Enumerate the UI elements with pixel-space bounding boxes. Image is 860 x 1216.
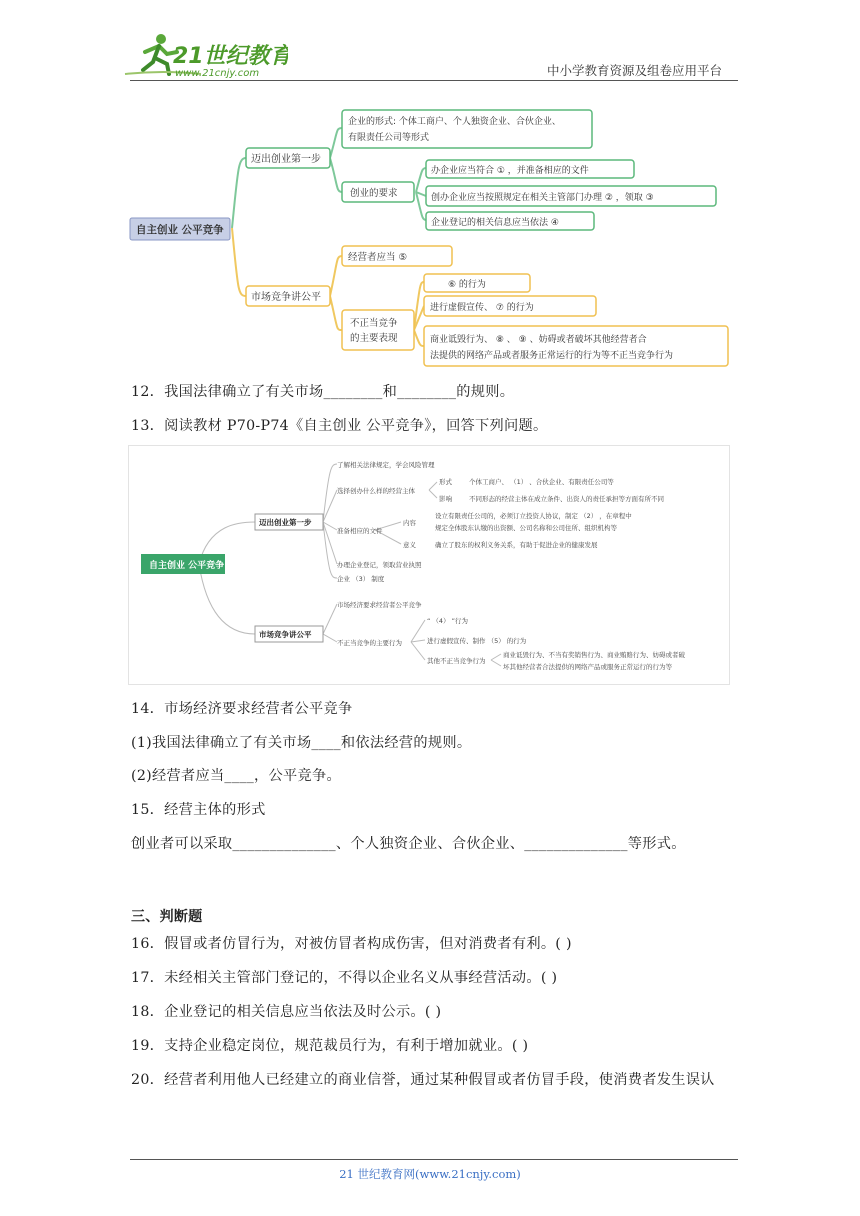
site-logo[interactable] (123, 30, 288, 82)
map2-node-1: 了解相关法律规定，学会风险管理 (337, 461, 435, 469)
header-platform-text: 中小学教育资源及组卷应用平台 (546, 63, 722, 78)
map1-unfair-3-line2: 法提供的网络产品或者服务正常运行的行为等不正当竞争行为 (430, 351, 674, 361)
mind-map-figure-1 (128, 100, 732, 374)
map1-unfair-label-1: 不正当竞争 (350, 318, 398, 329)
mind-map-figure-2 (128, 445, 730, 685)
map1-req-3: 企业登记的相关信息应当依法 ④ (431, 218, 559, 228)
map1-forms-line1: 企业的形式: 个体工商户、个人独资企业、合伙企业、 (348, 117, 561, 127)
logo-text: 21世纪教育 (173, 44, 288, 69)
map1-branch-startup: 迈出创业第一步 (251, 154, 321, 165)
header-divider (130, 80, 738, 81)
map2-node-5: 企业 （3） 制度 (337, 575, 385, 583)
question-14-1: (1)我国法律确立了有关市场____和依法经营的规则。 (131, 735, 472, 751)
map1-req-1: 办企业应当符合 ① ，并准备相应的文件 (431, 166, 589, 176)
map1-requirements: 创业的要求 (350, 188, 398, 199)
map2-form: 个体工商户、 （1） 、合伙企业、有限责任公司等 (469, 478, 614, 486)
map2-market-node: 市场经济要求经营者公平竞争 (337, 601, 422, 609)
map1-root: 自主创业 公平竞争 (136, 224, 224, 236)
map2-meaning: 确立了股东的权利义务关系，有助于促进企业的健康发展 (435, 541, 598, 549)
footer-divider (130, 1159, 738, 1160)
map2-meaning-label: 意义 (403, 541, 416, 549)
map2-content-line1: 设立有限责任公司的，必须订立投资人协议，制定 （2） ，在章程中 (435, 512, 632, 520)
map2-node-3: 准备相应的文件 (337, 527, 383, 535)
footer-link[interactable]: 21 世纪教育网(www.21cnjy.com) (339, 1167, 521, 1181)
logo-url: www.21cnjy.com (175, 68, 260, 79)
question-17: 17．未经相关主管部门登记的，不得以企业名义从事经营活动。( ) (131, 970, 558, 986)
map2-node-2: 选择创办什么样的经营主体 (337, 487, 415, 495)
map2-unfair-b: 进行虚假宣传、制作 （5） 的行为 (427, 637, 527, 645)
map2-unfair-node: 不正当竞争的主要行为 (337, 639, 402, 647)
map2-unfair-c-line1: 商业诋毁行为、不当有奖销售行为、商业贿赂行为、妨碍或者破 (503, 651, 685, 659)
question-18: 18．企业登记的相关信息应当依法及时公示。( ) (131, 1004, 442, 1020)
question-14-2: (2)经营者应当____，公平竞争。 (131, 768, 341, 784)
map2-branch-competition: 市场竞争讲公平 (259, 630, 312, 639)
question-19: 19．支持企业稳定岗位，规范裁员行为，有利于增加就业。( ) (131, 1038, 529, 1054)
map1-unfair-1: ⑥ 的行为 (448, 280, 486, 290)
map2-root: 自主创业 公平竞争 (149, 561, 225, 571)
map2-effect: 不同形态的经营主体在成立条件、出资人的责任承担等方面有所不同 (469, 495, 664, 503)
question-13: 13．阅读教材 P70-P74《自主创业 公平竞争》，回答下列问题。 (131, 418, 548, 434)
question-16: 16．假冒或者仿冒行为，对被仿冒者构成伤害，但对消费者有利。( ) (131, 936, 572, 952)
map2-form-label: 形式 (439, 478, 452, 486)
section-title-judgment: 三、判断题 (131, 909, 203, 925)
map2-branch-startup: 迈出创业第一步 (259, 518, 312, 527)
map1-unfair-2: 进行虚假宣传、 ⑦ 的行为 (430, 303, 534, 313)
map2-content-line2: 规定全体股东认缴的出资额、公司名称和公司住所、组织机构等 (435, 524, 617, 532)
question-15: 15．经营主体的形式 (131, 802, 266, 818)
question-14: 14．市场经济要求经营者公平竞争 (131, 701, 353, 717)
question-20: 20．经营者利用他人已经建立的商业信誉，通过某种假冒或者仿冒手段，使消费者发生误认 (131, 1072, 715, 1088)
question-12: 12．我国法律确立了有关市场________和________的规则。 (131, 384, 515, 400)
map1-operator: 经营者应当 ⑤ (348, 252, 408, 263)
map2-unfair-a: “ （4） ”行为 (427, 617, 469, 625)
map2-unfair-c-label: 其他不正当竞争行为 (427, 657, 486, 665)
map2-node-4: 办理企业登记，领取营业执照 (337, 561, 422, 569)
map2-content-label: 内容 (403, 519, 416, 527)
map1-branch-competition: 市场竞争讲公平 (251, 292, 321, 303)
map2-effect-label: 影响 (439, 495, 452, 503)
map1-unfair-label-2: 的主要表现 (350, 333, 398, 344)
map1-unfair-3-line1: 商业诋毁行为、 ⑧ 、 ⑨ 、妨碍或者破坏其他经营者合 (430, 335, 647, 345)
question-15-body: 创业者可以采取______________、个人独资企业、合伙企业、______________等形式。 (131, 836, 686, 852)
map2-unfair-c-line2: 坏其他经营者合法提供的网络产品或服务正常运行的行为等 (503, 663, 672, 671)
map1-forms-line2: 有限责任公司等形式 (348, 133, 430, 143)
map1-req-2: 创办企业应当按照规定在相关主管部门办理 ② ，领取 ③ (431, 193, 654, 203)
